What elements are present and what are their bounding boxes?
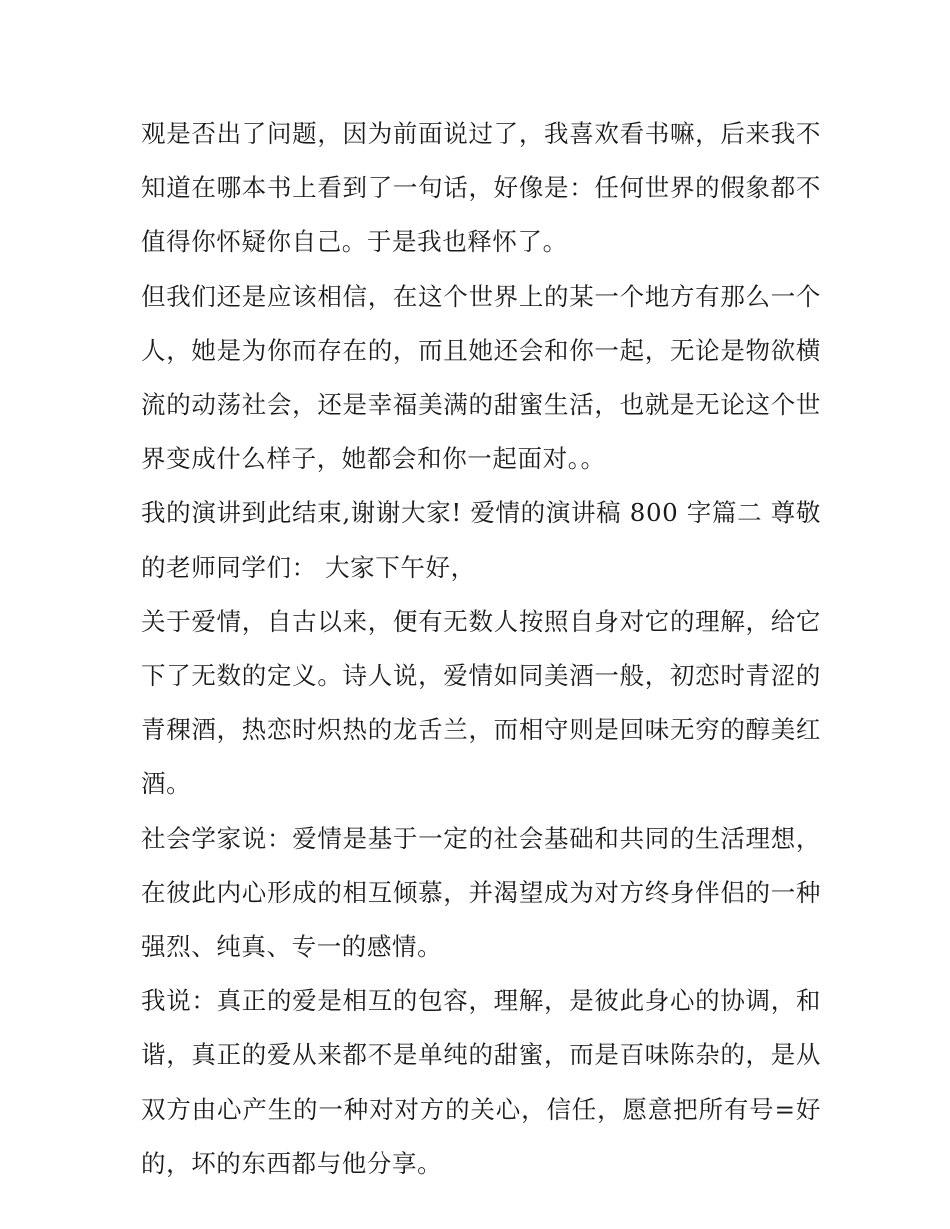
paragraph-4: 关于爱情，自古以来，便有无数人按照自身对它的理解，给它下了无数的定义。诗人说，爱情如同美酒一般，初恋时青涩的青稞酒，热恋时炽热的龙舌兰，而相守则是回味无穷的醇美红酒。 [141, 606, 821, 799]
paragraph-3: 我的演讲到此结束,谢谢大家! 爱情的演讲稿 800 字篇二 尊敬的老师同学们： 大家下午好， [141, 498, 821, 582]
paragraph-2: 但我们还是应该相信，在这个世界上的某一个地方有那么一个人，她是为你而存在的，而且她还会和你一起，无论是物欲横流的动荡社会，还是幸福美满的甜蜜生活，也就是无论这个世界变成什么样子，她都会和你一起面对。。 [141, 281, 821, 474]
paragraph-1: 观是否出了问题，因为前面说过了，我喜欢看书嘛，后来我不知道在哪本书上看到了一句话，好像是：任何世界的假象都不值得你怀疑你自己。于是我也释怀了。 [141, 119, 821, 257]
paragraph-6: 我说：真正的爱是相互的包容，理解，是彼此身心的协调，和谐，真正的爱从来都不是单纯的甜蜜，而是百味陈杂的，是从双方由心产生的一种对对方的关心，信任，愿意把所有号=好的，坏的东西都与他分享。 [141, 986, 821, 1178]
paragraph-5: 社会学家说：爱情是基于一定的社会基础和共同的生活理想，在彼此内心形成的相互倾慕，并渴望成为对方终身伴侣的一种强烈、纯真、专一的感情。 [141, 823, 821, 962]
document-body [141, 107, 821, 1191]
